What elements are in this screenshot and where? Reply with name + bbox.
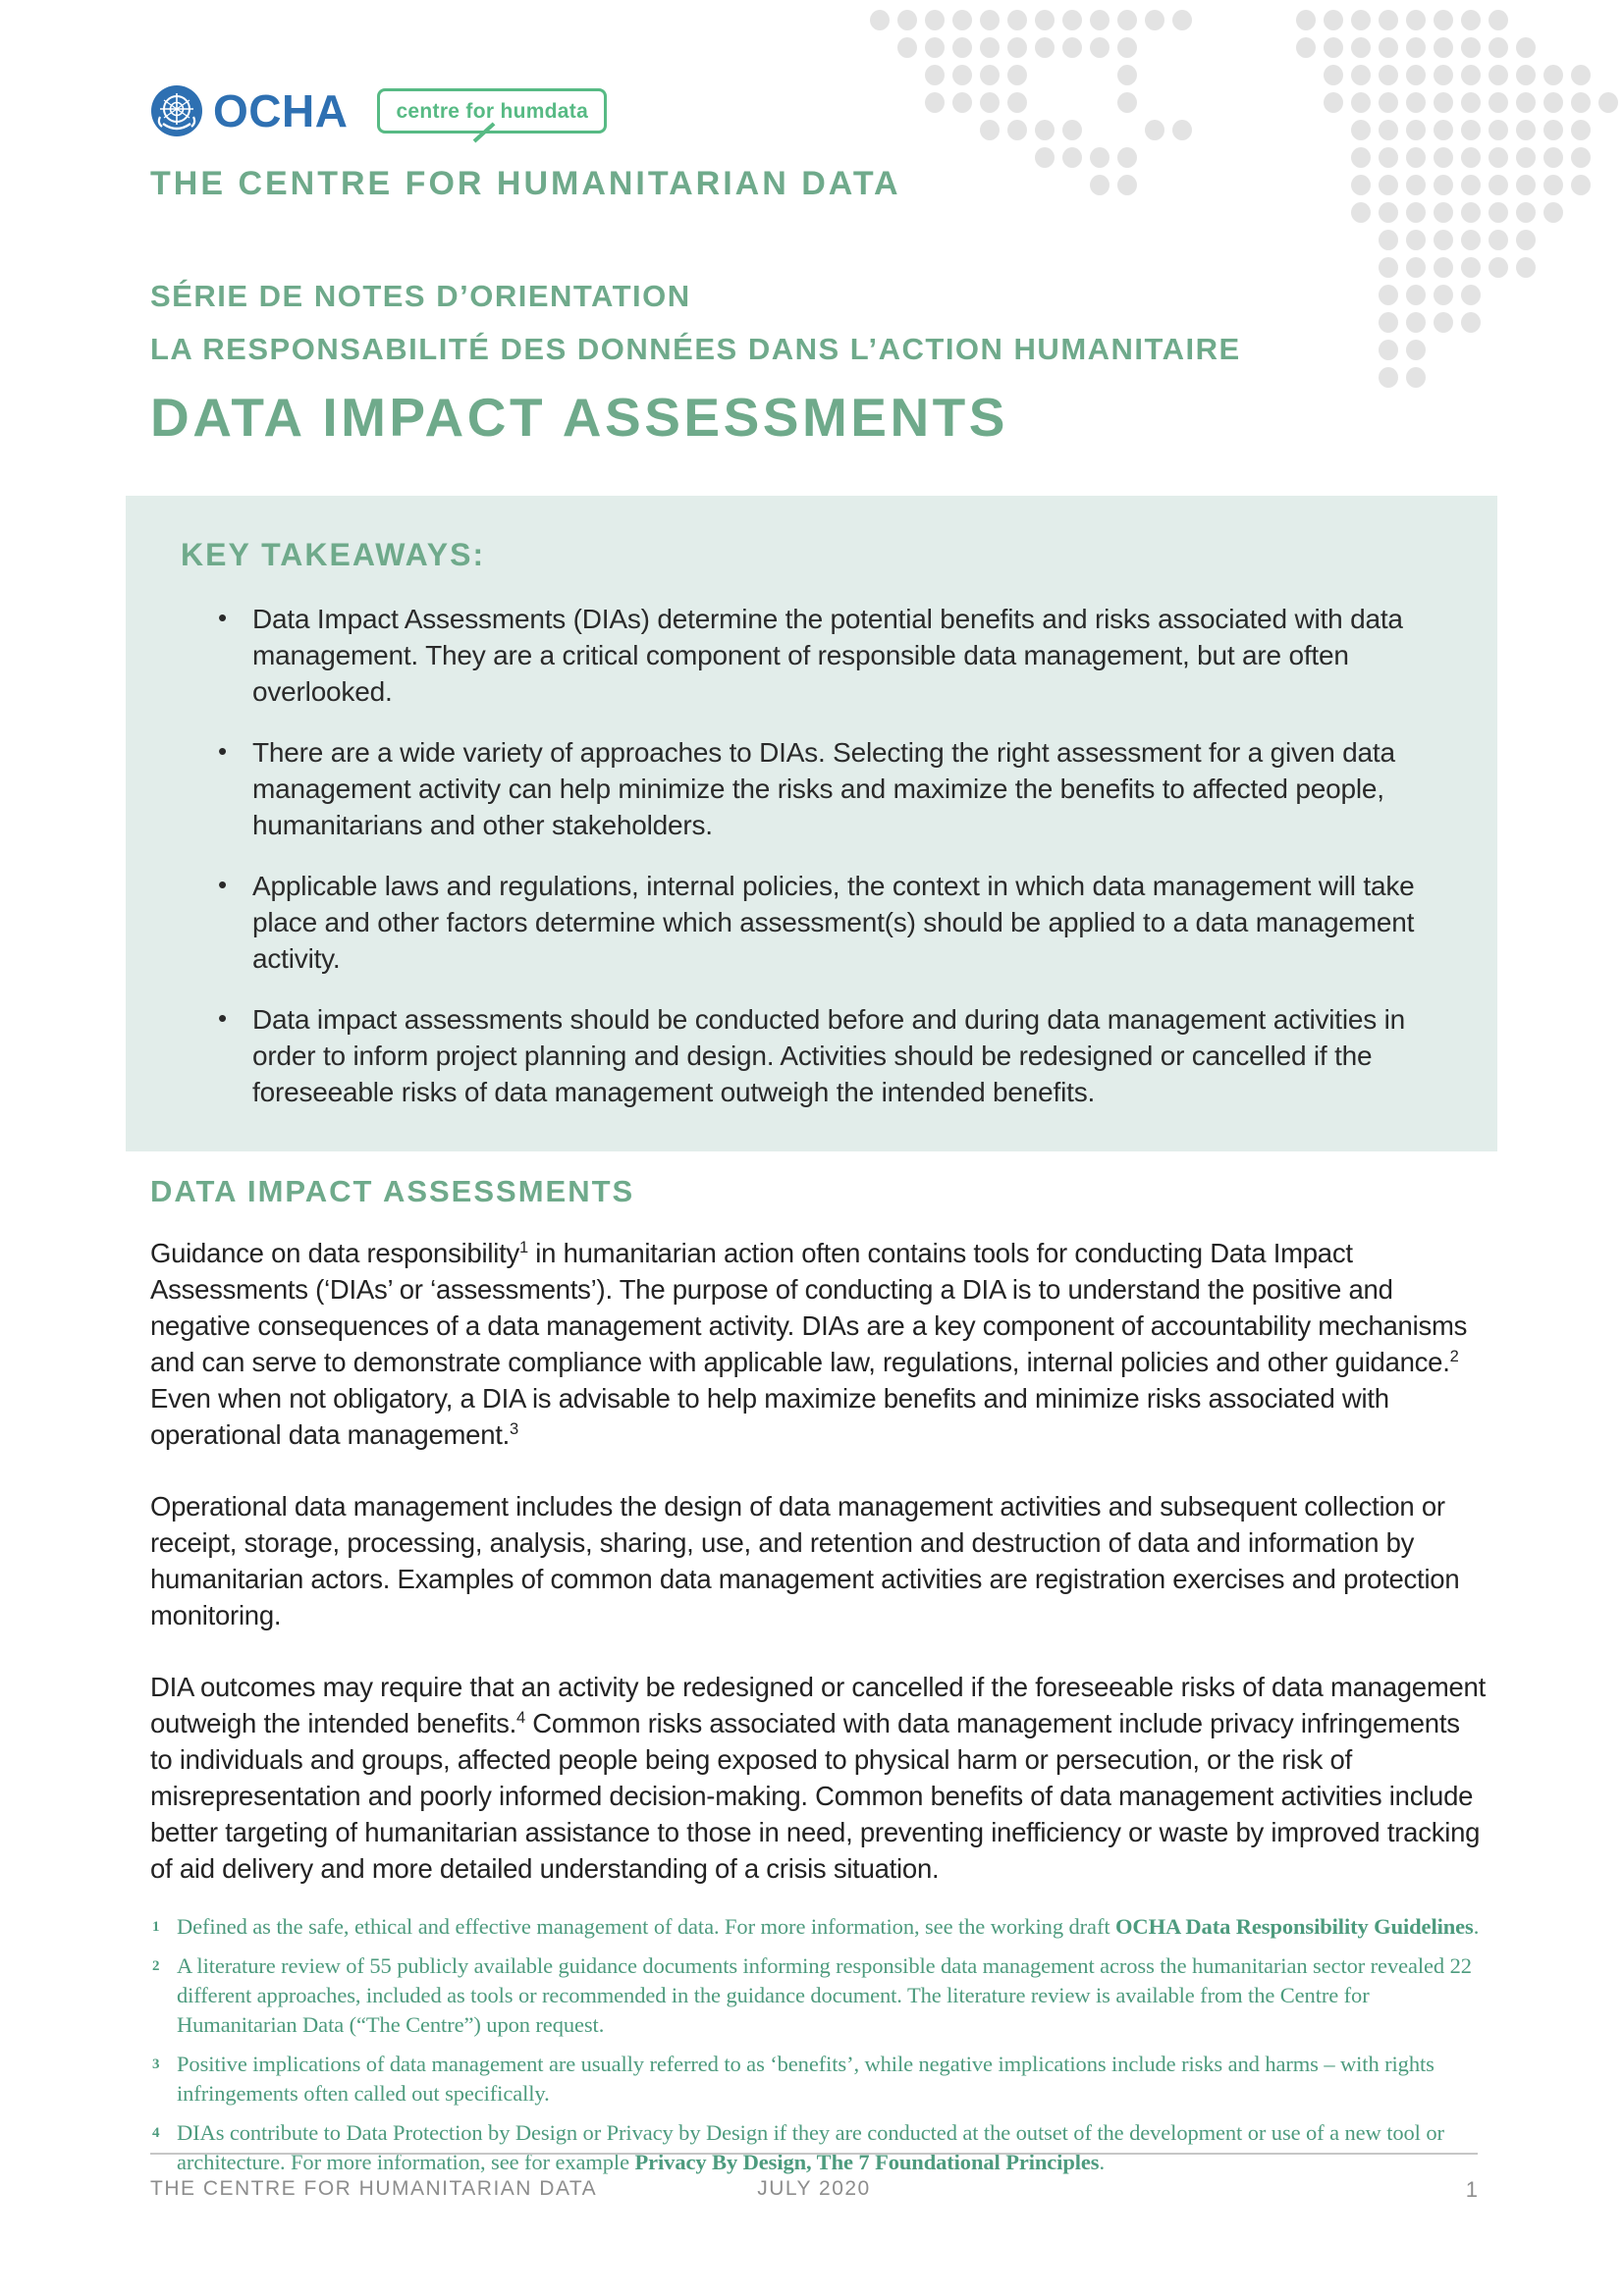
text-run: Defined as the safe, ethical and effective management of data. For more information, see the working draft: [177, 1914, 1116, 1939]
map-dot: [1324, 10, 1343, 30]
map-dot: [980, 92, 1000, 113]
key-takeaway-item: • Data impact assessments should be conducted before and during data management activities in order to inform project planning and design. Activities should be redesigned or cancelled if the foreseeable risks of data management outweigh the intended benefits.: [216, 1001, 1445, 1110]
map-dot: [980, 120, 1000, 140]
map-dot: [1461, 147, 1481, 168]
map-dot: [1379, 230, 1398, 250]
footnote-ref: 4: [515, 1708, 525, 1727]
section-heading: DATA IMPACT ASSESSMENTS: [150, 1174, 635, 1208]
map-dot: [1406, 37, 1426, 58]
map-dot: [1489, 202, 1508, 223]
map-dot: [980, 65, 1000, 85]
org-title: THE CENTRE FOR HUMANITARIAN DATA: [150, 165, 901, 202]
map-dot: [1434, 230, 1453, 250]
map-dot: [1571, 175, 1591, 195]
map-dot: [952, 92, 972, 113]
map-dot: [1543, 147, 1563, 168]
map-dot: [1117, 147, 1137, 168]
map-dot: [1516, 202, 1536, 223]
map-dot: [1543, 65, 1563, 85]
map-dot: [1461, 230, 1481, 250]
series-line-2: LA RESPONSABILITÉ DES DONNÉES DANS L’ACTION HUMANITAIRE: [150, 332, 1241, 366]
main-column: [150, 1174, 1486, 1922]
map-dot: [1406, 202, 1426, 223]
map-dot: [1406, 175, 1426, 195]
map-dot: [1379, 340, 1398, 360]
map-dot: [1461, 120, 1481, 140]
map-dot: [1489, 65, 1508, 85]
map-dot: [1543, 92, 1563, 113]
map-dot: [1117, 92, 1137, 113]
map-dot: [1406, 367, 1426, 388]
ocha-logo: [150, 84, 348, 137]
map-dot: [1090, 37, 1110, 58]
ocha-globe-icon: [150, 84, 203, 137]
map-dot: [1351, 175, 1371, 195]
map-dot: [1489, 37, 1508, 58]
map-dot: [1406, 285, 1426, 305]
map-dot: [1351, 202, 1371, 223]
map-dot: [980, 37, 1000, 58]
map-dot: [1351, 92, 1371, 113]
map-dot: [1516, 65, 1536, 85]
page-number: 1: [1465, 2177, 1478, 2202]
footnote: [150, 2050, 1490, 2109]
page-footer: [150, 2153, 1478, 2203]
map-dot: [1062, 10, 1082, 30]
map-dot: [1434, 120, 1453, 140]
map-dot: [1379, 367, 1398, 388]
map-dot: [1351, 65, 1371, 85]
humdata-badge-label: centre for humdata: [396, 100, 589, 123]
footnotes: [150, 1912, 1490, 2187]
map-dot: [1571, 65, 1591, 85]
text-run: A literature review of 55 publicly available guidance documents informing responsible data management across the humanitarian sector revealed 22 different approaches, included as tools or recommended in the guidance document. The literature review is available from the Centre for Humanitarian Data (“The Centre”) upon request.: [177, 1953, 1472, 2037]
text-run: Even when not obligatory, a DIA is advisable to help maximize benefits and minimize risks associated with operational data management.: [150, 1383, 1389, 1450]
map-dot: [1516, 92, 1536, 113]
map-dot: [1007, 92, 1027, 113]
map-dot: [1406, 312, 1426, 333]
map-dot: [1117, 175, 1137, 195]
map-dot: [1543, 120, 1563, 140]
map-dot: [1461, 257, 1481, 278]
body-paragraph: [150, 1235, 1486, 1453]
map-dot: [1351, 147, 1371, 168]
map-dot: [925, 92, 945, 113]
map-dot: [1434, 147, 1453, 168]
map-dot: [1406, 147, 1426, 168]
body-paragraphs: [150, 1235, 1486, 1887]
key-takeaway-item: • Data Impact Assessments (DIAs) determine the potential benefits and risks associated with data management. They are a critical component of responsible data management, but are often overlooked.: [216, 601, 1445, 710]
map-dot: [1406, 340, 1426, 360]
map-dot: [1434, 257, 1453, 278]
map-dot: [1351, 37, 1371, 58]
map-dot: [925, 65, 945, 85]
map-dot: [870, 10, 890, 30]
map-dot: [1406, 257, 1426, 278]
map-dot: [1434, 65, 1453, 85]
body-paragraph: [150, 1669, 1486, 1887]
map-dot: [1324, 65, 1343, 85]
map-dot: [1007, 120, 1027, 140]
map-dot: [1351, 120, 1371, 140]
key-takeaways-heading: KEY TAKEAWAYS:: [181, 537, 486, 572]
map-dot: [980, 10, 1000, 30]
map-dot: [1007, 10, 1027, 30]
map-dot: [1516, 37, 1536, 58]
footnote-number: 4: [152, 2125, 160, 2141]
map-dot: [1062, 120, 1082, 140]
map-dot: [1489, 175, 1508, 195]
footer-org-name: THE CENTRE FOR HUMANITARIAN DATA: [150, 2177, 598, 2200]
map-dot: [1516, 257, 1536, 278]
map-dot: [1489, 92, 1508, 113]
text-run: DIAs contribute to Data Protection by Design or Privacy by Design if they are conducted at the outset of the development or use of a new tool or architecture. For more information, see for example: [177, 2120, 1444, 2174]
map-dot: [1324, 92, 1343, 113]
footnote-number: 3: [152, 2056, 160, 2072]
text-run: .: [1473, 1914, 1480, 1939]
map-dot: [1489, 120, 1508, 140]
map-dot: [1172, 10, 1192, 30]
map-dot: [1406, 10, 1426, 30]
footnote: [150, 1912, 1490, 1942]
text-run: Guidance on data responsibility: [150, 1238, 519, 1268]
map-dot: [1145, 120, 1164, 140]
map-dot: [1434, 92, 1453, 113]
map-dot: [1461, 10, 1481, 30]
footnote-number: 2: [152, 1958, 160, 1974]
map-dot: [1090, 10, 1110, 30]
map-dot: [1406, 120, 1426, 140]
badge-tail: [473, 122, 496, 142]
map-dot: [1434, 175, 1453, 195]
map-dot: [1489, 257, 1508, 278]
map-dot: [1117, 65, 1137, 85]
map-dot: [1461, 92, 1481, 113]
map-dot: [1090, 175, 1110, 195]
text-run: Positive implications of data management are usually referred to as ‘benefits’, while negative implications include risks and harms – with rights infringements often called out specifically.: [177, 2052, 1435, 2106]
map-dot: [1598, 92, 1618, 113]
map-dot: [1571, 147, 1591, 168]
map-dot: [1035, 120, 1055, 140]
map-dot: [1172, 120, 1192, 140]
map-dot: [1007, 65, 1027, 85]
map-dot: [1489, 10, 1508, 30]
map-dot: [1007, 37, 1027, 58]
map-dot: [1461, 285, 1481, 305]
inline-link[interactable]: OCHA Data Responsibility Guidelines: [1115, 1914, 1474, 1939]
ocha-wordmark: OCHA: [213, 85, 349, 136]
key-takeaway-item: • There are a wide variety of approaches to DIAs. Selecting the right assessment for a given data management activity can help minimize the risks and maximize the benefits to affected people, humanitarians and other stakeholders.: [216, 734, 1445, 843]
map-dot: [1406, 92, 1426, 113]
text-run: DIA outcomes may require that an activity be redesigned or cancelled if the foreseeable risks of data management outweigh the intended benefits.: [150, 1672, 1486, 1738]
footnote-ref: 1: [518, 1238, 528, 1256]
map-dot: [1379, 65, 1398, 85]
map-dot: [1296, 10, 1316, 30]
map-dot: [1406, 65, 1426, 85]
map-dot: [1379, 312, 1398, 333]
text-run: .: [1099, 2150, 1105, 2174]
map-dot: [897, 10, 917, 30]
map-dot: [1571, 92, 1591, 113]
map-dot: [1351, 10, 1371, 30]
key-takeaways-list: [181, 601, 1452, 1110]
map-dot: [1379, 10, 1398, 30]
map-dot: [1434, 202, 1453, 223]
map-dot: [1516, 175, 1536, 195]
footnote-ref: 3: [510, 1419, 518, 1438]
map-dot: [1379, 175, 1398, 195]
map-dot: [925, 10, 945, 30]
map-dot: [1296, 37, 1316, 58]
footnote-number: 1: [152, 1919, 160, 1935]
footer-date: JULY 2020: [757, 2177, 871, 2200]
map-dot: [1379, 120, 1398, 140]
map-dot: [1543, 175, 1563, 195]
map-dot: [1379, 147, 1398, 168]
map-dot: [1145, 10, 1164, 30]
map-dot: [1379, 37, 1398, 58]
map-dot: [1117, 37, 1137, 58]
map-dot: [1035, 37, 1055, 58]
map-dot: [1571, 120, 1591, 140]
map-dot: [1406, 230, 1426, 250]
map-dot: [1516, 120, 1536, 140]
map-dot: [1379, 257, 1398, 278]
map-dot: [952, 37, 972, 58]
map-dot: [1516, 230, 1536, 250]
map-dot: [1516, 147, 1536, 168]
map-dot: [1090, 147, 1110, 168]
map-dot: [1062, 37, 1082, 58]
map-dot: [1434, 312, 1453, 333]
series-line-1: SÉRIE DE NOTES D’ORIENTATION: [150, 279, 691, 313]
map-dot: [1461, 312, 1481, 333]
key-takeaways-box: [126, 496, 1497, 1151]
text-run: Operational data management includes the design of data management activities and subsequent collection or receipt, storage, processing, analysis, sharing, use, and retention and destruction of data and information by humanitarian actors. Examples of common data management activities are registration exercises and protection monitoring.: [150, 1491, 1460, 1630]
map-dot: [1434, 37, 1453, 58]
map-dot: [1035, 147, 1055, 168]
map-dot: [897, 37, 917, 58]
map-dot: [1035, 10, 1055, 30]
map-dot: [1461, 175, 1481, 195]
footnote-ref: 2: [1449, 1347, 1459, 1365]
map-dot: [1543, 202, 1563, 223]
map-dot: [1062, 147, 1082, 168]
map-dot: [1489, 147, 1508, 168]
document-title: DATA IMPACT ASSESSMENTS: [150, 387, 1008, 448]
map-dot: [1324, 37, 1343, 58]
map-dot: [1379, 92, 1398, 113]
map-dot: [1434, 10, 1453, 30]
text-run: Common risks associated with data management include privacy infringements to individuals and groups, affected people being exposed to physical harm or persecution, or the risk of misrepresentation and poorly informed decision-making. Common benefits of data management activities include better targeting of humanitarian assistance to those in need, preventing inefficiency or waste by improved tracking of aid delivery and more detailed understanding of a crisis situation.: [150, 1708, 1481, 1884]
map-dot: [1461, 37, 1481, 58]
map-dot: [1117, 10, 1137, 30]
map-dot: [1434, 285, 1453, 305]
map-dot: [1489, 230, 1508, 250]
map-dot: [952, 65, 972, 85]
key-takeaway-item: • Applicable laws and regulations, internal policies, the context in which data management will take place and other factors determine which assessment(s) should be applied to a data management activity.: [216, 868, 1445, 977]
body-paragraph: [150, 1488, 1486, 1633]
logo-row: [150, 84, 607, 137]
map-dot: [925, 37, 945, 58]
map-dot: [1461, 202, 1481, 223]
map-dot: [1379, 202, 1398, 223]
text-run: in humanitarian action often contains tools for conducting Data Impact Assessments (‘DIAs’ or ‘assessments’). The purpose of conducting a DIA is to understand the positive and negative consequences of a data management activity. DIAs are a key component of accountability mechanisms and can serve to demonstrate compliance with applicable law, regulations, internal policies and other guidance.: [150, 1238, 1468, 1377]
map-dot: [1461, 65, 1481, 85]
map-dot: [1379, 285, 1398, 305]
inline-link[interactable]: Privacy By Design, The 7 Foundational Principles: [634, 2150, 1100, 2174]
map-dot: [952, 10, 972, 30]
humdata-badge: [377, 88, 607, 133]
footnote: [150, 1951, 1490, 2040]
